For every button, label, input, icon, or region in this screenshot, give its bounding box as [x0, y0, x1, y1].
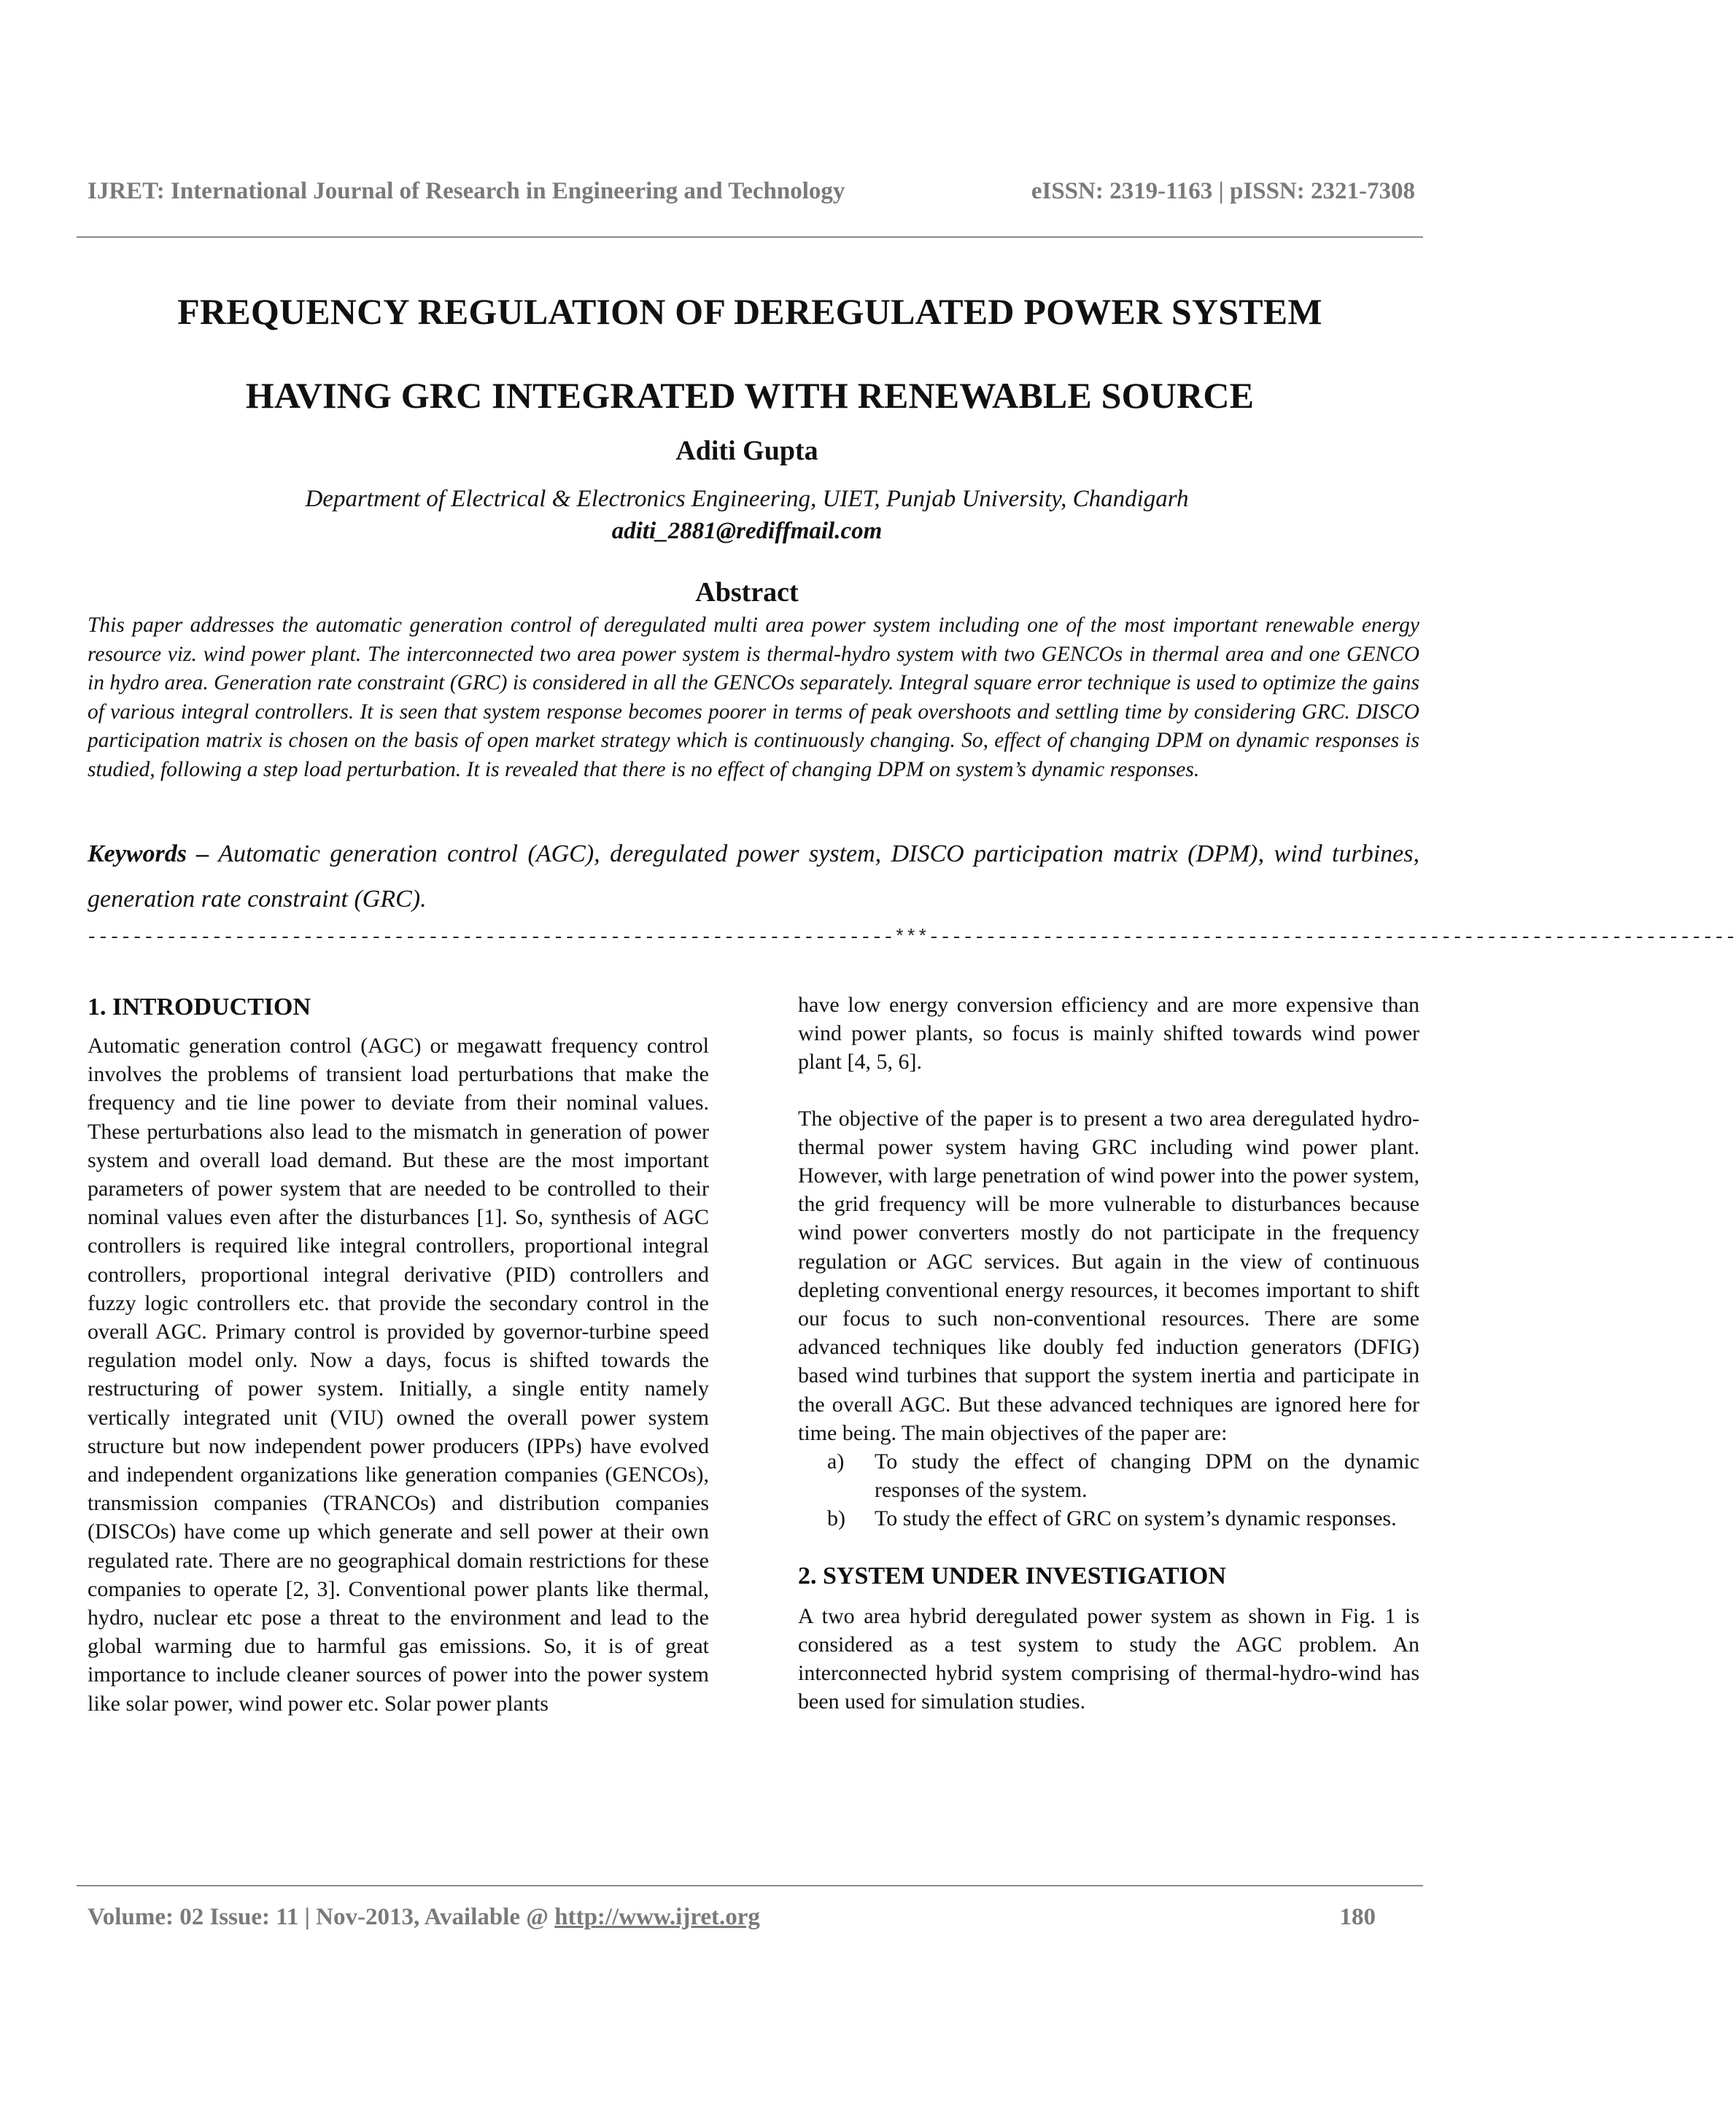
- left-column: [88, 991, 709, 1718]
- abstract-heading: Abstract: [695, 577, 799, 608]
- footer-volume-info: [88, 1904, 760, 1931]
- abstract-text: This paper addresses the automatic generation control of deregulated multi area power system including one of the most important renewable energy resource viz. wind power plant. The interconnected two area power system is thermal-hydro system with two GENCOs in thermal area and one GENCO in hydro area. Generation rate constraint (GRC) is considered in all the GENCOs separately. Integral square error technique is used to optimize the gains of various integral controllers. It is seen that system response becomes poorer in terms of peak overshoots and settling time by considering GRC. DISCO participation matrix is chosen on the basis of open market strategy which is continuously changing. So, effect of changing DPM on dynamic responses is studied, following a step load perturbation. It is revealed that there is no effect of changing DPM on system’s dynamic responses.: [88, 613, 1419, 781]
- header-rule: [77, 236, 1423, 238]
- right-column: [798, 991, 1419, 1716]
- footer-volume: Volume: 02 Issue: 11 | Nov-2013, Available @: [88, 1904, 555, 1930]
- section-separator: -----------------------------------------------------------------------***-----------------------------------------------------------------------: [86, 926, 1736, 948]
- keywords: [88, 832, 1419, 922]
- objective-text: To study the effect of changing DPM on the dynamic responses of the system.: [875, 1449, 1419, 1503]
- page-footer: [88, 1904, 1376, 1931]
- section2-paragraph: A two area hybrid deregulated power system as shown in Fig. 1 is considered as a test system to study the AGC problem. An interconnected hybrid system comprising of thermal-hydro-wind has been used for simulation studies.: [798, 1603, 1419, 1714]
- author-affiliation: Department of Electrical & Electronics Engineering, UIET, Punjab University, Chandigarh: [305, 486, 1189, 512]
- section2-heading: 2. SYSTEM UNDER INVESTIGATION: [798, 1562, 1226, 1590]
- journal-name: IJRET: International Journal of Research in Engineering and Technology: [88, 178, 845, 204]
- footer-link[interactable]: http://www.ijret.org: [554, 1904, 760, 1930]
- keywords-text: Automatic generation control (AGC), deregulated power system, DISCO participation matrix (DPM), wind turbines, generation rate constraint (GRC).: [88, 840, 1420, 913]
- intro-heading: 1. INTRODUCTION: [88, 994, 311, 1021]
- keywords-label: Keywords –: [88, 840, 209, 867]
- paper-title: [77, 270, 1423, 438]
- intro-continued-paragraph: have low energy conversion efficiency and are more expensive than wind power plants, so focus is mainly shifted towards wind power plant [4, 5, 6].: [798, 993, 1419, 1075]
- objective-paragraph: The objective of the paper is to present a two area deregulated hydro-thermal power system having GRC including wind power plant. However, with large penetration of wind power into the power system, the grid frequency will be more vulnerable to disturbances because wind power converters mostly do not participate in the frequency regulation or AGC services. But again in the view of continuous depleting conventional energy resources, it becomes important to shift our focus to such non-conventional resources. There are some advanced techniques like doubly fed induction generators (DFIG) based wind turbines that support the system inertia and participate in the overall AGC. But these advanced techniques are ignored here for time being. The main objectives of the paper are:: [798, 1106, 1419, 1445]
- title-line-2: HAVING GRC INTEGRATED WITH RENEWABLE SOURCE: [245, 375, 1255, 416]
- title-line-1: FREQUENCY REGULATION OF DEREGULATED POWER SYSTEM: [177, 291, 1322, 332]
- objective-item-b: [798, 1504, 1419, 1533]
- footer-rule: [77, 1885, 1423, 1886]
- author-email[interactable]: aditi_2881@rediffmail.com: [611, 518, 883, 544]
- issn: eISSN: 2319-1163 | pISSN: 2321-7308: [1031, 178, 1415, 204]
- objective-marker: a): [827, 1449, 845, 1474]
- intro-paragraph: Automatic generation control (AGC) or megawatt frequency control involves the problems of transient load perturbations that make the frequency and tie line power to deviate from their nominal values. These perturbations also lead to the mismatch in generation of power system and overall load demand. But these are the most important parameters of power system that are needed to be controlled to their nominal values even after the disturbances [1]. So, synthesis of AGC controllers is required like integral controllers, proportional integral controllers, proportional integral derivative (PID) controllers and fuzzy logic controllers etc. that provide the secondary control in the overall AGC. Primary control is provided by governor-turbine speed regulation model only. Now a days, focus is shifted towards the restructuring of power system. Initially, a single entity namely vertically integrated unit (VIU) owned the overall power system structure but now independent power producers (IPPs) have evolved and independent organizations like generation companies (GENCOs), transmission companies (TRANCOs) and distribution companies (DISCOs) have come up which generate and sell power at their own regulated rate. There are no geographical domain restrictions for these companies to operate [2, 3]. Conventional power plants like thermal, hydro, nuclear etc pose a threat to the environment and lead to the global warming due to harmful gas emissions. So, it is of great importance to include cleaner sources of power into the power system like solar power, wind power etc. Solar power plants: [88, 1034, 709, 1716]
- author-name: Aditi Gupta: [675, 435, 818, 466]
- page-number: 180: [1339, 1904, 1376, 1930]
- running-header: [88, 178, 1415, 205]
- objective-text: To study the effect of GRC on system’s dynamic responses.: [875, 1506, 1397, 1531]
- objective-marker: b): [827, 1506, 845, 1531]
- objective-item-a: [798, 1447, 1419, 1504]
